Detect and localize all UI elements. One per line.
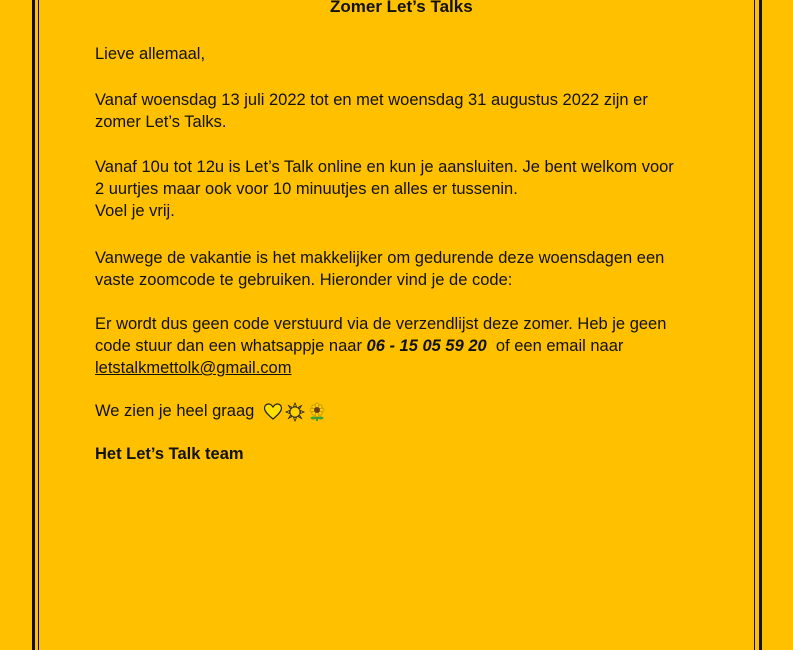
paragraph-contact-line-2	[95, 335, 715, 357]
left-border-outer	[32, 0, 35, 650]
paragraph-times-line-1: Vanaf 10u tot 12u is Let’s Talk online en kun je aansluiten. Je bent welkom voor	[95, 158, 674, 176]
right-border-inner	[754, 0, 755, 650]
paragraph-times-line-2: 2 uurtjes maar ook voor 10 minuutjes en alles er tussenin.	[95, 180, 518, 198]
paragraph-zoomcode	[95, 247, 715, 291]
paragraph-contact	[95, 313, 715, 379]
greeting: Lieve allemaal,	[95, 45, 206, 63]
paragraph-dates-line-2: zomer Let’s Talks.	[95, 113, 227, 131]
left-border-inner	[38, 0, 39, 650]
paragraph-dates-line-1: Vanaf woensdag 13 juli 2022 tot en met woensdag 31 augustus 2022 zijn er	[95, 91, 648, 109]
paragraph-zoomcode-line-1: Vanwege de vakantie is het makkelijker om gedurende deze woensdagen een	[95, 249, 665, 267]
paragraph-times	[95, 156, 715, 222]
email-link[interactable]: letstalkmettolk@gmail.com	[95, 359, 292, 377]
signature: Het Let’s Talk team	[95, 445, 244, 463]
yellow-heart-icon	[263, 402, 283, 422]
contact-text-before: code stuur dan een whatsappje naar	[95, 337, 367, 355]
closing-text: We zien je heel graag	[95, 402, 255, 420]
paragraph-times-line-3: Voel je vrij.	[95, 202, 175, 220]
paragraph-contact-line-1: Er wordt dus geen code verstuurd via de verzendlijst deze zomer. Heb je geen	[95, 315, 667, 333]
contact-text-after: of een email naar	[486, 337, 624, 355]
paragraph-dates	[95, 89, 715, 133]
phone-number: 06 - 15 05 59 20	[366, 337, 487, 355]
sunflower-icon	[307, 402, 327, 422]
sun-icon	[285, 402, 305, 422]
document-title: Zomer Let’s Talks	[330, 0, 473, 16]
right-border-outer	[759, 0, 762, 650]
emoji-row	[263, 402, 327, 422]
closing-line	[95, 400, 715, 422]
paragraph-zoomcode-line-2: vaste zoomcode te gebruiken. Hieronder vind je de code:	[95, 271, 513, 289]
